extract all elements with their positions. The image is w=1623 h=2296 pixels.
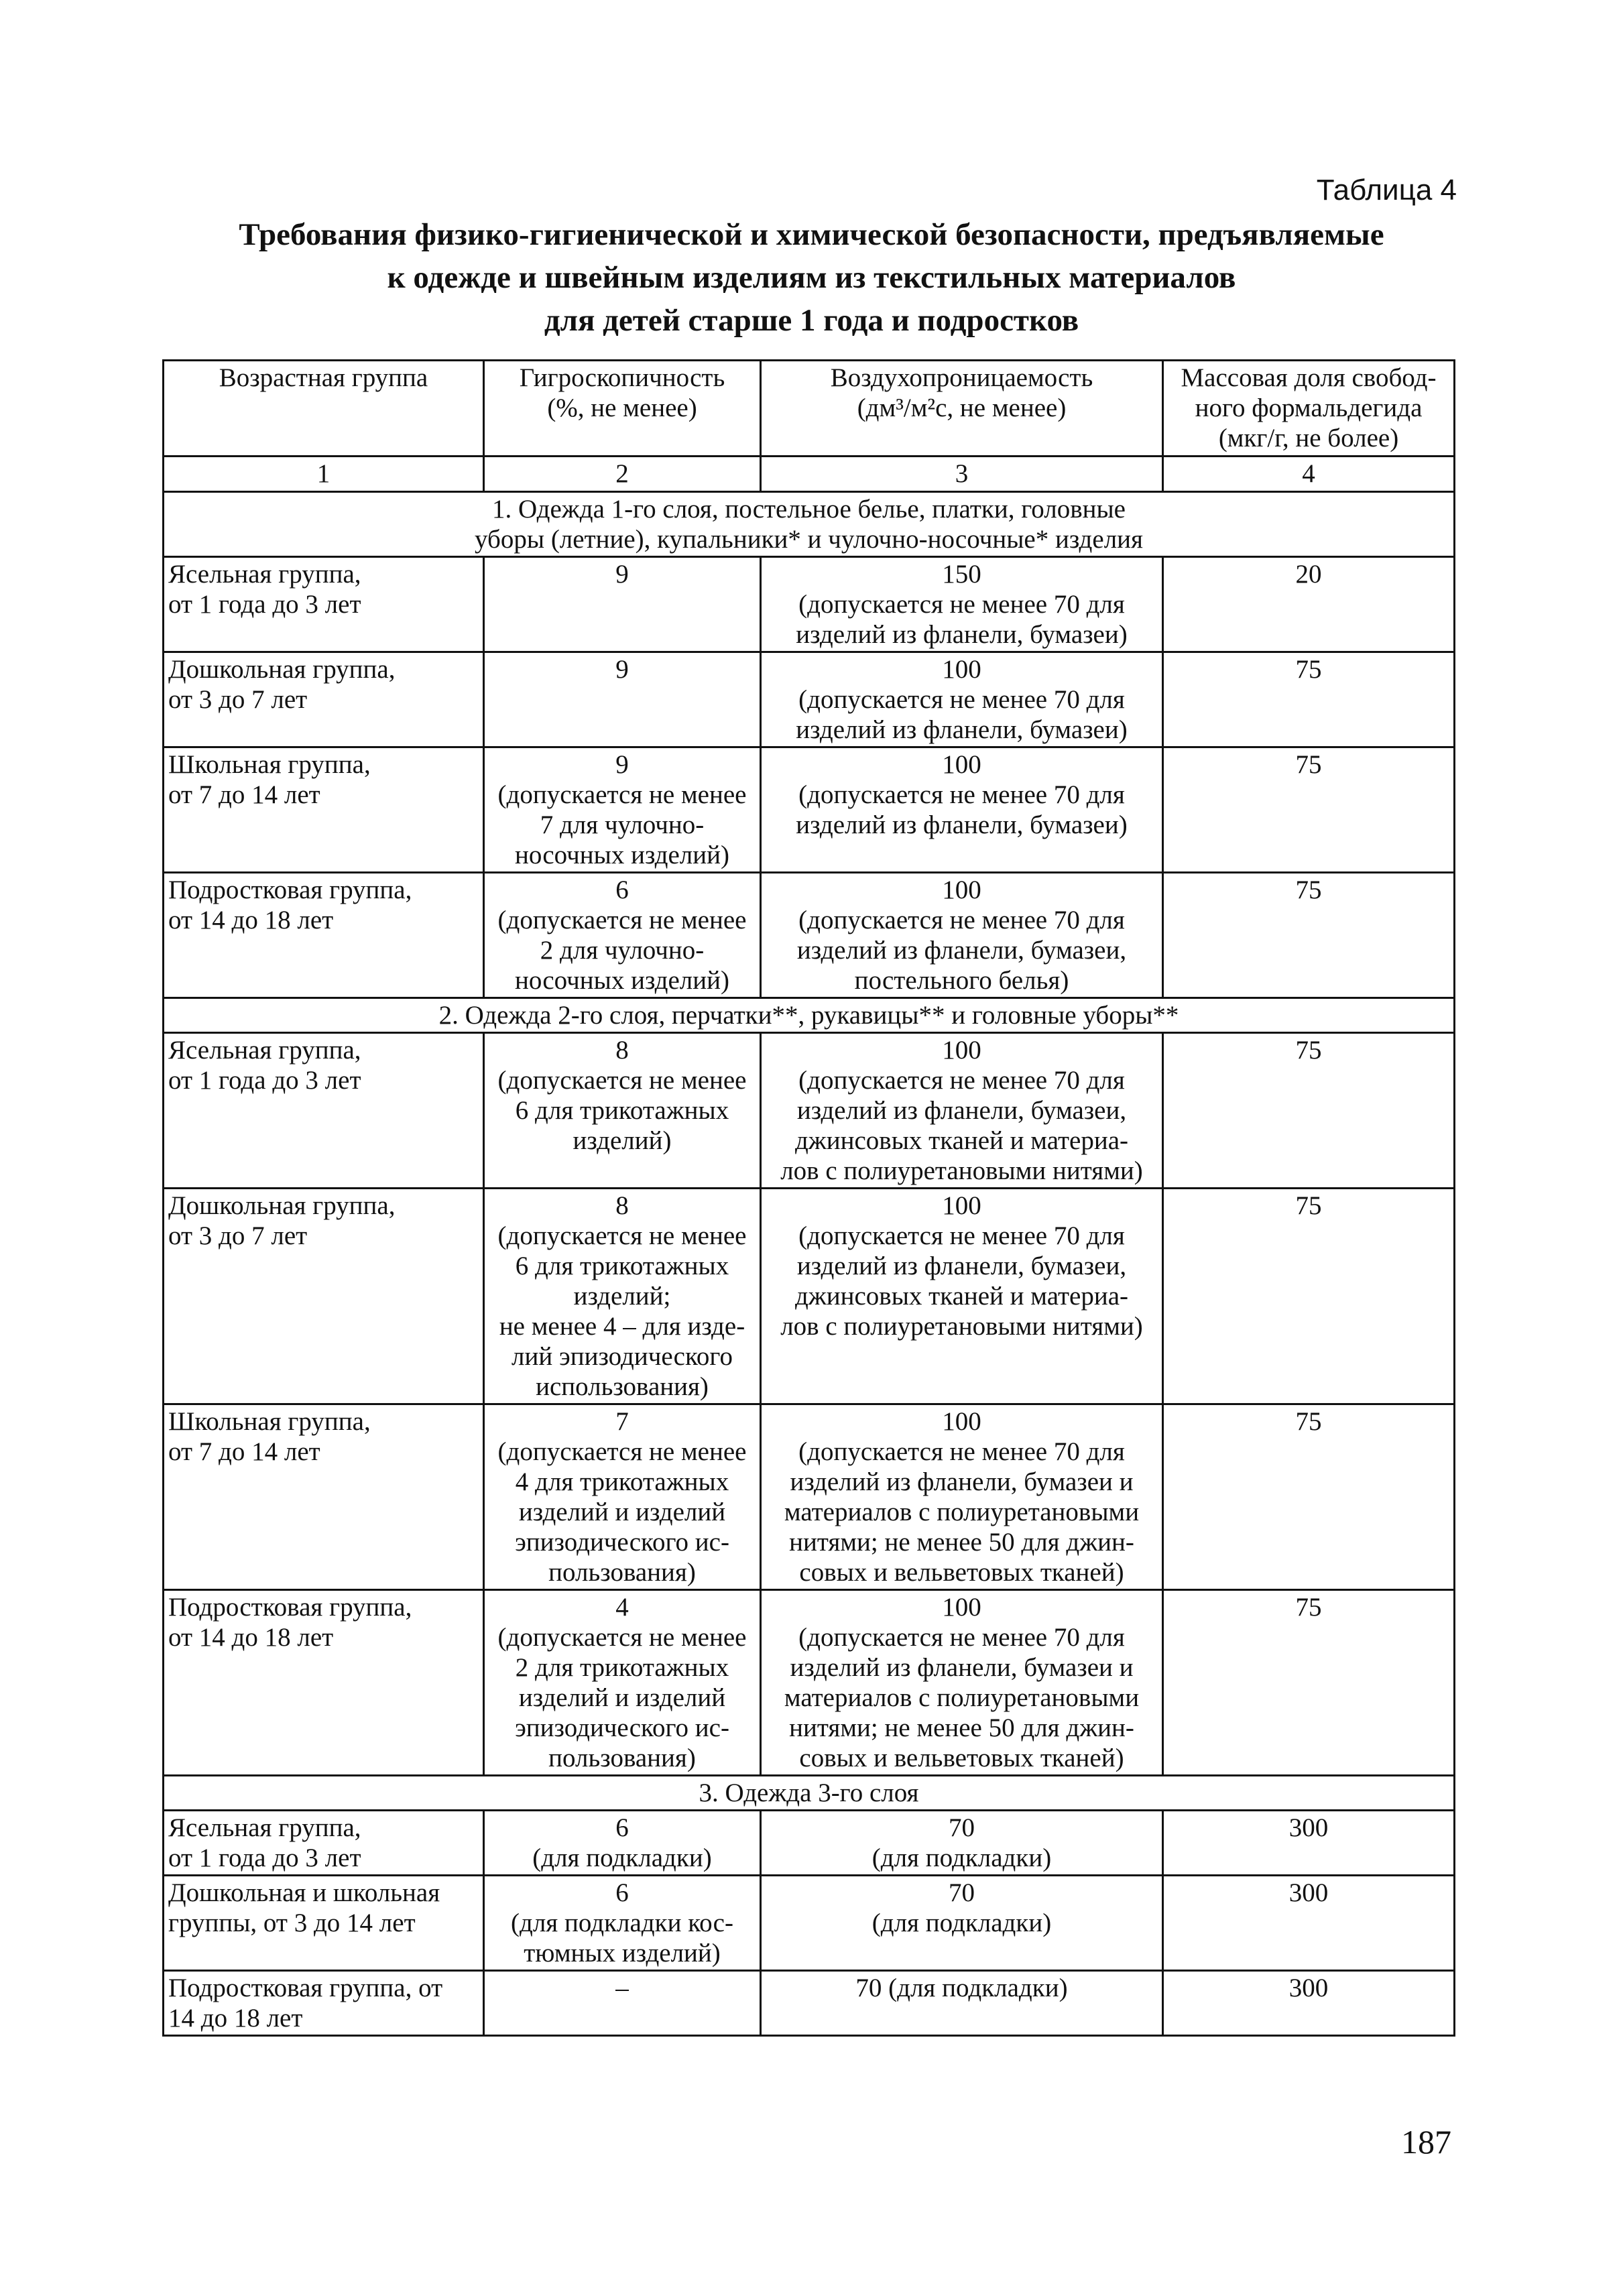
age-group-cell: Подростковая группа, от 14 до 18 лет [164, 1590, 484, 1776]
air-permeability-cell: 100 (допускается не менее 70 для изделий из фланели, бумазеи, джинсовых тканей и материа- лов с полиуретановыми нитями) [761, 1033, 1163, 1189]
column-number: 2 [484, 457, 761, 492]
column-number: 3 [761, 457, 1163, 492]
formaldehyde-cell: 75 [1163, 1590, 1455, 1776]
table-number-label: Таблица 4 [1316, 174, 1457, 206]
air-permeability-cell: 100 (допускается не менее 70 для изделий из фланели, бумазеи, постельного белья) [761, 873, 1163, 998]
table-row [164, 1876, 1455, 1971]
section-title: 1. Одежда 1-го слоя, постельное белье, платки, головные уборы (летние), купальники* и чулочно-носочные* изделия [164, 492, 1455, 557]
hygroscopicity-cell: 6 (допускается не менее 2 для чулочно- носочных изделий) [484, 873, 761, 998]
age-group-cell: Школьная группа, от 7 до 14 лет [164, 747, 484, 873]
requirements-table-body [164, 361, 1455, 2036]
air-permeability-cell: 70 (для подкладки) [761, 1811, 1163, 1876]
column-number-row [164, 457, 1455, 492]
table-row [164, 1189, 1455, 1404]
age-group-cell: Дошкольная группа, от 3 до 7 лет [164, 652, 484, 747]
section-row [164, 492, 1455, 557]
hygroscopicity-cell: 9 [484, 652, 761, 747]
age-group-cell: Дошкольная группа, от 3 до 7 лет [164, 1189, 484, 1404]
air-permeability-cell: 100 (допускается не менее 70 для изделий из фланели, бумазеи, джинсовых тканей и материа- лов с полиуретановыми нитями) [761, 1189, 1163, 1404]
age-group-cell: Ясельная группа, от 1 года до 3 лет [164, 1811, 484, 1876]
section-row [164, 998, 1455, 1033]
air-permeability-cell: 100 (допускается не менее 70 для изделий из фланели, бумазеи и материалов с полиуретановыми нитями; не менее 50 для джин- совых и вельветовых тканей) [761, 1404, 1163, 1590]
hygroscopicity-cell: 8 (допускается не менее 6 для трикотажных изделий) [484, 1033, 761, 1189]
formaldehyde-cell: 300 [1163, 1876, 1455, 1971]
formaldehyde-cell: 75 [1163, 1189, 1455, 1404]
formaldehyde-cell: 75 [1163, 873, 1455, 998]
table-row [164, 1404, 1455, 1590]
table-row [164, 652, 1455, 747]
column-number: 1 [164, 457, 484, 492]
formaldehyde-cell: 300 [1163, 1811, 1455, 1876]
air-permeability-cell: 100 (допускается не менее 70 для изделий из фланели, бумазеи) [761, 747, 1163, 873]
air-permeability-cell: 100 (допускается не менее 70 для изделий из фланели, бумазеи) [761, 652, 1163, 747]
age-group-cell: Ясельная группа, от 1 года до 3 лет [164, 557, 484, 652]
formaldehyde-cell: 75 [1163, 1033, 1455, 1189]
section-row [164, 1776, 1455, 1811]
header-air-permeability: Воздухопроницаемость (дм³/м²с, не менее) [761, 361, 1163, 457]
requirements-table [162, 359, 1455, 2037]
hygroscopicity-cell: 8 (допускается не менее 6 для трикотажных изделий; не менее 4 – для изде- лий эпизодического использования) [484, 1189, 761, 1404]
table-row [164, 1971, 1455, 2036]
title-line-2: к одежде и швейным изделиям из текстильных материалов [387, 260, 1236, 295]
formaldehyde-cell: 75 [1163, 1404, 1455, 1590]
column-number: 4 [1163, 457, 1455, 492]
header-age-group: Возрастная группа [164, 361, 484, 457]
age-group-cell: Подростковая группа, от 14 до 18 лет [164, 1971, 484, 2036]
hygroscopicity-cell: – [484, 1971, 761, 2036]
section-title: 3. Одежда 3-го слоя [164, 1776, 1455, 1811]
air-permeability-cell: 70 (для подкладки) [761, 1971, 1163, 2036]
formaldehyde-cell: 75 [1163, 652, 1455, 747]
age-group-cell: Дошкольная и школьная группы, от 3 до 14 лет [164, 1876, 484, 1971]
table-row [164, 1590, 1455, 1776]
title-line-1: Требования физико-гигиенической и химической безопасности, предъявляемые [239, 217, 1384, 252]
header-formaldehyde: Массовая доля свобод- ного формальдегида (мкг/г, не более) [1163, 361, 1455, 457]
table-row [164, 1811, 1455, 1876]
page-number: 187 [1401, 2123, 1451, 2161]
formaldehyde-cell: 20 [1163, 557, 1455, 652]
title-line-3: для детей старше 1 года и подростков [544, 303, 1079, 338]
air-permeability-cell: 150 (допускается не менее 70 для изделий из фланели, бумазеи) [761, 557, 1163, 652]
table-row [164, 747, 1455, 873]
hygroscopicity-cell: 6 (для подкладки) [484, 1811, 761, 1876]
hygroscopicity-cell: 9 (допускается не менее 7 для чулочно- носочных изделий) [484, 747, 761, 873]
hygroscopicity-cell: 4 (допускается не менее 2 для трикотажных изделий и изделий эпизодического ис- пользования) [484, 1590, 761, 1776]
air-permeability-cell: 70 (для подкладки) [761, 1876, 1163, 1971]
header-row [164, 361, 1455, 457]
section-title: 2. Одежда 2-го слоя, перчатки**, рукавицы** и головные уборы** [164, 998, 1455, 1033]
formaldehyde-cell: 300 [1163, 1971, 1455, 2036]
air-permeability-cell: 100 (допускается не менее 70 для изделий из фланели, бумазеи и материалов с полиуретановыми нитями; не менее 50 для джин- совых и вельветовых тканей) [761, 1590, 1163, 1776]
table-row [164, 873, 1455, 998]
hygroscopicity-cell: 9 [484, 557, 761, 652]
table-row [164, 557, 1455, 652]
age-group-cell: Подростковая группа, от 14 до 18 лет [164, 873, 484, 998]
age-group-cell: Ясельная группа, от 1 года до 3 лет [164, 1033, 484, 1189]
table-title [0, 213, 1623, 342]
table-row [164, 1033, 1455, 1189]
age-group-cell: Школьная группа, от 7 до 14 лет [164, 1404, 484, 1590]
header-hygroscopicity: Гигроскопичность (%, не менее) [484, 361, 761, 457]
hygroscopicity-cell: 6 (для подкладки кос- тюмных изделий) [484, 1876, 761, 1971]
formaldehyde-cell: 75 [1163, 747, 1455, 873]
hygroscopicity-cell: 7 (допускается не менее 4 для трикотажных изделий и изделий эпизодического ис- пользования) [484, 1404, 761, 1590]
